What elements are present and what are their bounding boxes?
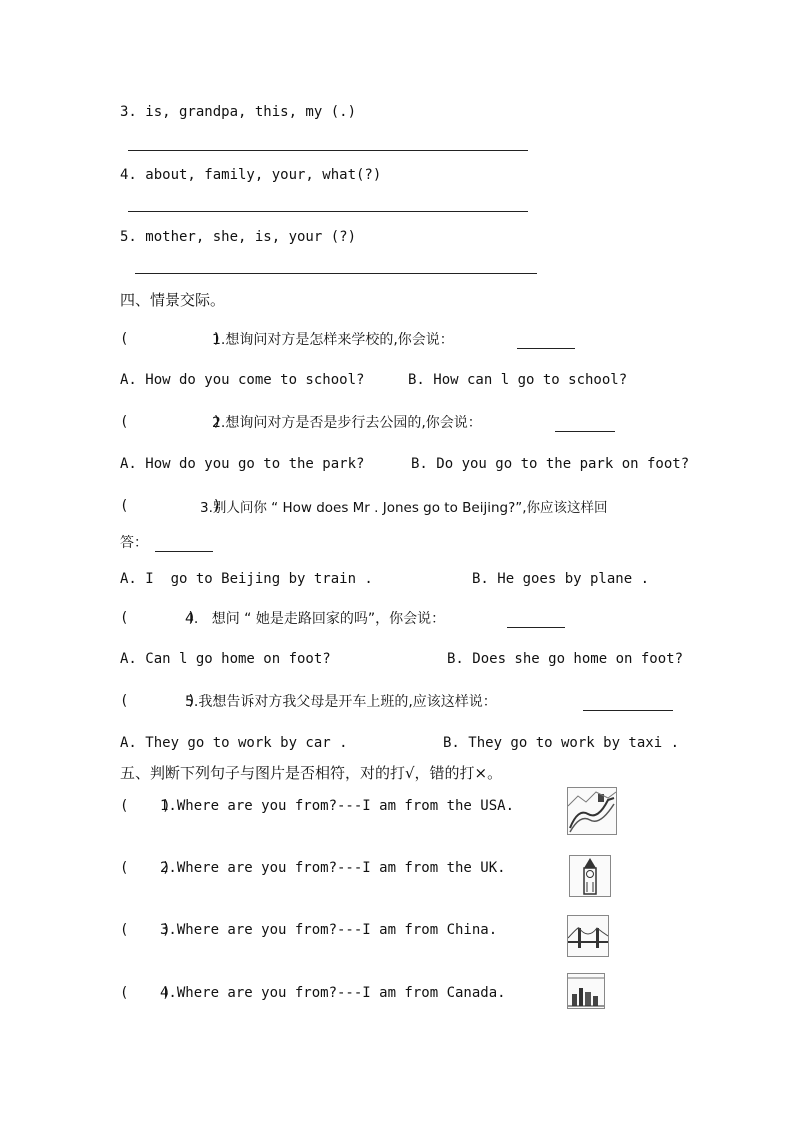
judge-3-paren[interactable]: ( )	[120, 922, 171, 938]
item-1-option-a: A. How do you come to school?	[120, 372, 365, 388]
item-5-paren[interactable]: ( )	[120, 693, 196, 709]
item-1-answer-line[interactable]	[517, 348, 575, 349]
item-5-prompt: 5.我想告诉对方我父母是开车上班的,应该这样说：	[185, 694, 497, 710]
item-2-prompt: 2.想询问对方是否是步行去公园的,你会说：	[212, 415, 482, 431]
judge-1-sentence: 1.Where are you from?---I am from the USA.	[160, 798, 515, 814]
section-4-heading: 四、情景交际。	[120, 291, 226, 309]
question-3-words: 3. is, grandpa, this, my (.)	[120, 104, 357, 120]
item-3-answer-line[interactable]	[155, 551, 213, 552]
judge-2-sentence: 2.Where are you from?---I am from the UK.	[160, 860, 506, 876]
item-4-option-b: B. Does she go home on foot?	[447, 651, 684, 667]
judge-1-paren[interactable]: ( )	[120, 798, 171, 814]
item-2-answer-line[interactable]	[555, 431, 615, 432]
judge-2-paren[interactable]: ( )	[120, 860, 171, 876]
question-4-answer-line[interactable]	[128, 211, 528, 212]
big-ben-icon	[569, 855, 611, 897]
item-4-prompt: 4. 想问 “ 她是走路回家的吗”，你会说：	[185, 611, 446, 627]
item-3-option-a: A. I go to Beijing by train .	[120, 571, 373, 587]
item-3-paren[interactable]: ( )	[120, 498, 222, 514]
item-3-option-b: B. He goes by plane .	[472, 571, 650, 587]
item-3-prompt-continued: 答：	[120, 535, 148, 551]
item-5-option-b: B. They go to work by taxi .	[443, 735, 680, 751]
item-2-option-a: A. How do you go to the park?	[120, 456, 365, 472]
item-3-prompt: 3.别人问你 “ How does Mr . Jones go to Beijing?”,你应该这样回	[200, 500, 608, 516]
item-5-option-a: A. They go to work by car .	[120, 735, 348, 751]
great-wall-icon	[567, 787, 617, 835]
golden-gate-bridge-icon	[567, 915, 609, 957]
item-4-answer-line[interactable]	[507, 627, 565, 628]
item-2-option-b: B. Do you go to the park on foot?	[411, 456, 690, 472]
item-1-option-b: B. How can l go to school?	[408, 372, 628, 388]
question-3-answer-line[interactable]	[128, 150, 528, 151]
item-4-option-a: A. Can l go home on foot?	[120, 651, 331, 667]
city-skyline-icon	[567, 973, 605, 1009]
question-4-words: 4. about, family, your, what(?)	[120, 167, 382, 183]
item-5-answer-line[interactable]	[583, 710, 673, 711]
judge-4-paren[interactable]: ( )	[120, 985, 171, 1001]
item-4-paren[interactable]: ( )	[120, 610, 196, 626]
item-1-prompt: 1.想询问对方是怎样来学校的,你会说：	[212, 332, 454, 348]
item-2-paren[interactable]: ( )	[120, 414, 222, 430]
section-5-heading: 五、判断下列句子与图片是否相符，对的打√，错的打×。	[120, 764, 503, 782]
question-5-answer-line[interactable]	[135, 273, 537, 274]
judge-4-sentence: 4.Where are you from?---I am from Canada.	[160, 985, 506, 1001]
item-1-paren[interactable]: ( )	[120, 331, 222, 347]
question-5-words: 5. mother, she, is, your (?)	[120, 229, 357, 245]
judge-3-sentence: 3.Where are you from?---I am from China.	[160, 922, 498, 938]
